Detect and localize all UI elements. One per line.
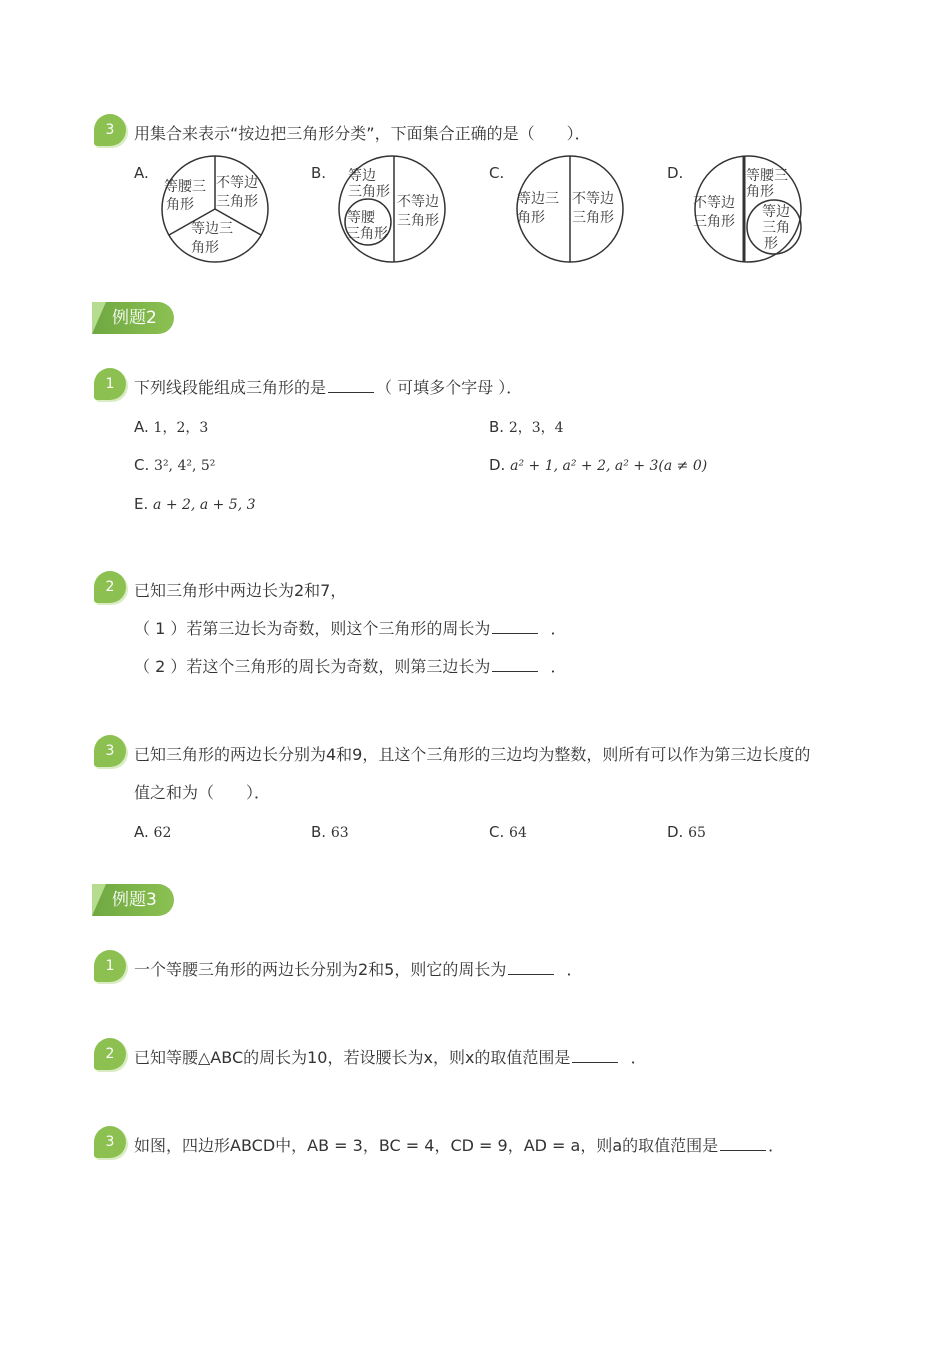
option-e[interactable]: E. a + 2, a + 5, 3	[134, 495, 256, 513]
question-text: 一个等腰三角形的两边长分别为2和5，则它的周长为 ．	[134, 960, 583, 979]
option-d-venn-diagram	[691, 152, 805, 266]
question-text: 用集合来表示“按边把三角形分类”，下面集合正确的是（ ）．	[134, 124, 591, 143]
option-d[interactable]: D. 65	[667, 823, 706, 841]
answer-blank[interactable]	[572, 1048, 618, 1063]
region-label: 不等边	[572, 191, 614, 207]
answer-blank[interactable]	[720, 1136, 766, 1151]
option-c-label[interactable]: C.	[489, 164, 505, 182]
region-label: 形	[764, 236, 778, 252]
question-text: 已知三角形中两边长为2和7，	[134, 581, 347, 600]
question-number-badge: 2	[94, 1038, 126, 1070]
region-label: 三角形	[572, 210, 614, 226]
region-label: 三角形	[216, 194, 258, 210]
option-b[interactable]: B. 63	[311, 823, 349, 841]
question-text: 下列线段能组成三角形的是 （ 可填多个字母 ）．	[134, 378, 523, 397]
question-number-badge: 3	[94, 735, 126, 767]
region-label: 角形	[746, 184, 774, 200]
option-b[interactable]: B. 2，3，4	[489, 418, 564, 436]
option-d-label[interactable]: D.	[667, 164, 684, 182]
region-label: 三角形	[346, 226, 388, 242]
question-number-badge: 1	[94, 950, 126, 982]
option-c[interactable]: C. 64	[489, 823, 527, 841]
question-number-badge: 3	[94, 1126, 126, 1158]
region-label: 三角形	[397, 213, 439, 229]
answer-blank[interactable]	[492, 657, 538, 672]
region-label: 三角形	[348, 184, 390, 200]
region-label: 等边	[762, 204, 790, 220]
answer-blank[interactable]	[492, 619, 538, 634]
option-c[interactable]: C. 3², 4², 5²	[134, 456, 216, 474]
option-d[interactable]: D. a² + 1, a² + 2, a² + 3(a ≠ 0)	[489, 456, 708, 474]
region-label: 不等边	[397, 194, 439, 210]
option-a[interactable]: A. 1，2，3	[134, 418, 209, 436]
option-a-venn-diagram	[158, 152, 272, 266]
region-label: 角形	[191, 240, 219, 256]
question-number-badge: 1	[94, 368, 126, 400]
option-a[interactable]: A. 62	[134, 823, 172, 841]
option-a-label[interactable]: A.	[134, 164, 149, 182]
region-label: 等边	[348, 168, 376, 184]
region-label: 三角形	[693, 214, 735, 230]
region-label: 不等边	[216, 175, 258, 191]
region-label: 不等边	[693, 195, 735, 211]
answer-blank[interactable]	[328, 378, 374, 393]
region-label: 角形	[166, 197, 194, 213]
option-c-venn-diagram	[513, 152, 627, 266]
region-label: 角形	[517, 210, 545, 226]
question-text: 已知等腰△ABC的周长为10，若设腰长为x，则x的取值范围是 ．	[134, 1048, 647, 1067]
sub-question-2: （ 2 ）若这个三角形的周长为奇数，则第三边长为 ．	[134, 657, 567, 676]
region-label: 等边三	[191, 221, 233, 237]
region-label: 等腰	[347, 210, 375, 226]
question-number-badge: 2	[94, 571, 126, 603]
question-text: 如图，四边形ABCD中，AB = 3，BC = 4，CD = 9，AD = a，则a的取值范围是 ．	[134, 1136, 785, 1155]
region-label: 等腰三	[164, 179, 206, 195]
region-label: 等腰三	[746, 168, 788, 184]
question-text: 已知三角形的两边长分别为4和9，且这个三角形的三边均为整数，则所有可以作为第三边长度的	[134, 745, 811, 764]
region-label: 等边三	[517, 191, 559, 207]
sub-question-1: （ 1 ）若第三边长为奇数，则这个三角形的周长为 ．	[134, 619, 567, 638]
option-b-venn-diagram	[335, 152, 449, 266]
option-b-label[interactable]: B.	[311, 164, 327, 182]
answer-blank[interactable]	[508, 960, 554, 975]
example-banner: 例题2	[92, 302, 174, 334]
question-number-badge: 3	[94, 114, 126, 146]
question-text-continued: 值之和为（ ）．	[134, 783, 271, 802]
region-label: 三角	[762, 220, 790, 236]
example-banner: 例题3	[92, 884, 174, 916]
